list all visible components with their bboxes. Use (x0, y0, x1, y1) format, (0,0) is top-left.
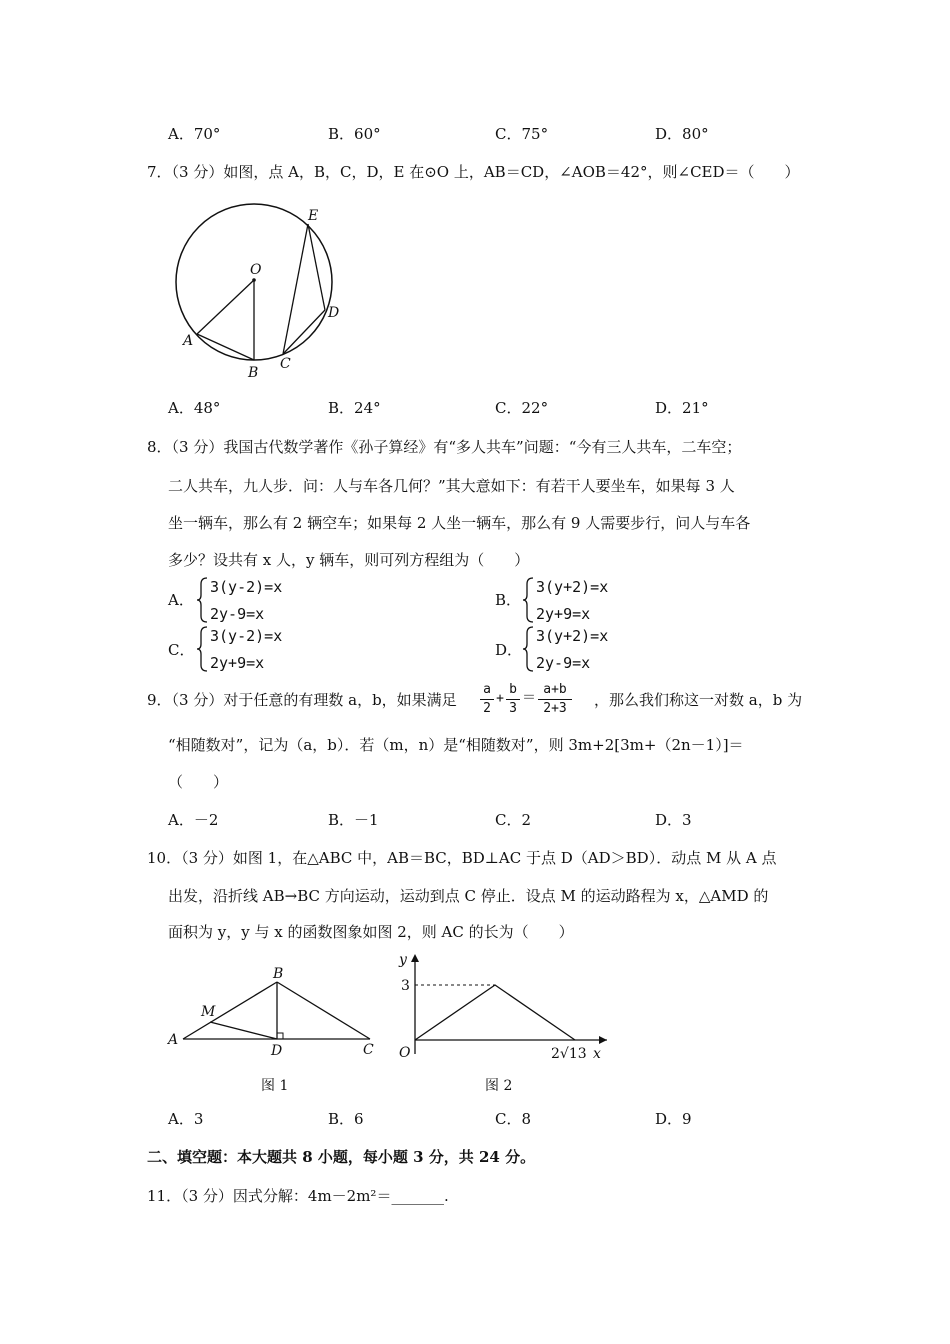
fig1-caption: 图 1 (261, 1078, 289, 1094)
segment-bc (277, 982, 370, 1039)
q9-option-d: D．3 (655, 811, 692, 829)
x-axis-arrow-icon (599, 1036, 607, 1044)
q8-b-eq2: 2y+9=x (536, 605, 591, 623)
q6-option-c: C．75° (495, 125, 549, 143)
label-d: D (328, 305, 340, 321)
segment-cd (283, 310, 325, 354)
frac1-den: 2 (483, 701, 491, 716)
function-graph (415, 985, 575, 1040)
segment-ed (308, 224, 325, 310)
q9-suffix: ，那么我们称这一对数 a，b 为 (594, 691, 803, 709)
q7-option-b: B．24° (328, 399, 381, 417)
label-o: O (250, 262, 262, 278)
label-c: C (363, 1042, 374, 1058)
q6-option-a: A．70° (168, 125, 221, 143)
q10-line-3: 面积为 y，y 与 x 的函数图象如图 2，则 AC 的长为（ ） (168, 923, 574, 941)
segment-oa (197, 280, 254, 334)
segment-ab (197, 334, 254, 360)
q6-option-d: D．80° (655, 125, 709, 143)
q10-option-b: B．6 (328, 1110, 364, 1128)
q9-line-2: “相随数对”，记为（a，b）．若（m，n）是“相随数对”，则 3m+2[3m+（2n－1）]＝ (168, 736, 744, 754)
q7-circle-figure (168, 200, 368, 385)
q10-line-1: 10．（3 分）如图 1，在△ABC 中，AB＝BC，BD⊥AC 于点 D（AD＞BD）．动点 M 从 A 点 (147, 849, 777, 867)
q8-a-eq1: 3(y-2)=x (210, 578, 283, 596)
q9-prefix: 9．（3 分）对于任意的有理数 a，b，如果满足 (147, 691, 457, 709)
brace-icon (522, 625, 536, 673)
q7-option-a: A．48° (168, 399, 221, 417)
q8-d-eq2: 2y-9=x (536, 654, 591, 672)
q8-option-d-key: D． (495, 641, 523, 659)
q10-option-a: A．3 (168, 1110, 204, 1128)
label-m: M (201, 1004, 216, 1020)
frac2-num: b (509, 682, 517, 697)
label-b: B (273, 966, 284, 982)
q9-option-c: C．2 (495, 811, 532, 829)
y-axis-label: y (399, 952, 407, 968)
frac2-den: 3 (509, 701, 517, 716)
q9-equation (480, 680, 592, 720)
right-angle-mark (277, 1033, 283, 1039)
frac1-bar (480, 699, 494, 700)
q10-figure-1 (165, 962, 385, 1097)
brace-icon (196, 625, 210, 673)
q9-line-3: （ ） (168, 773, 229, 791)
label-a: A (183, 333, 194, 349)
q8-option-c-key: C． (168, 641, 195, 659)
q10-line-2: 出发，沿折线 AB→BC 方向运动，运动到点 C 停止．设点 M 的运动路程为 x，△AMD 的 (168, 887, 769, 905)
q7-option-d: D．21° (655, 399, 709, 417)
frac1-num: a (483, 682, 491, 697)
segment-md (210, 1022, 277, 1039)
q8-option-a-key: A． (168, 591, 194, 609)
brace-icon (196, 576, 210, 624)
y-tick-label: 3 (401, 978, 410, 994)
segment-ec (283, 224, 308, 354)
q8-line-2: 二人共车，九人步．问：人与车各几何？”其大意如下：有若干人要坐车，如果每 3 人 (168, 477, 735, 495)
q11-text: 11．（3 分）因式分解：4m－2m²＝_______. (147, 1187, 449, 1205)
frac3-den: 2+3 (543, 701, 567, 716)
q7-option-c: C．22° (495, 399, 549, 417)
fig2-caption: 图 2 (485, 1078, 513, 1094)
brace-icon (522, 576, 536, 624)
q8-line-1: 8．（3 分）我国古代数学著作《孙子算经》有“多人共车”问题：“今有三人共车，二车空； (147, 438, 742, 456)
q8-b-eq1: 3(y+2)=x (536, 578, 609, 596)
y-axis-arrow-icon (411, 954, 419, 962)
label-e: E (308, 208, 319, 224)
frac3-bar (538, 699, 572, 700)
q10-option-c: C．8 (495, 1110, 532, 1128)
q8-option-b-key: B． (495, 591, 522, 609)
center-point (252, 278, 256, 282)
x-axis-label: x (593, 1046, 601, 1062)
q8-line-3: 坐一辆车，那么有 2 辆空车；如果每 2 人坐一辆车，那么有 9 人需要步行，问人与车各 (168, 514, 751, 532)
label-d: D (271, 1043, 283, 1059)
q9-option-a: A．－2 (168, 811, 219, 829)
plus-sign: + (496, 691, 504, 706)
q8-c-eq2: 2y+9=x (210, 654, 265, 672)
label-b: B (248, 365, 259, 381)
equals-sign: ＝ (522, 690, 536, 706)
segment-ab (183, 982, 277, 1039)
q9-option-b: B．－1 (328, 811, 379, 829)
q10-figure-2 (385, 948, 625, 1098)
x-tick-label: 2√13 (551, 1046, 587, 1062)
label-a: A (168, 1032, 179, 1048)
q8-d-eq1: 3(y+2)=x (536, 627, 609, 645)
q6-option-b: B．60° (328, 125, 381, 143)
q8-c-eq1: 3(y-2)=x (210, 627, 283, 645)
frac2-bar (506, 699, 520, 700)
section-2-heading: 二、填空题：本大题共 8 小题，每小题 3 分，共 24 分。 (147, 1148, 536, 1166)
q7-stem: 7．（3 分）如图，点 A，B，C，D，E 在⊙O 上，AB＝CD，∠AOB＝42°，则∠CED＝（ ） (147, 163, 800, 181)
q8-a-eq2: 2y-9=x (210, 605, 265, 623)
frac3-num: a+b (543, 682, 567, 697)
label-c: C (280, 356, 291, 372)
q10-option-d: D．9 (655, 1110, 692, 1128)
q8-line-4: 多少？设共有 x 人，y 辆车，则可列方程组为（ ） (168, 551, 530, 569)
origin-label: O (399, 1045, 411, 1061)
